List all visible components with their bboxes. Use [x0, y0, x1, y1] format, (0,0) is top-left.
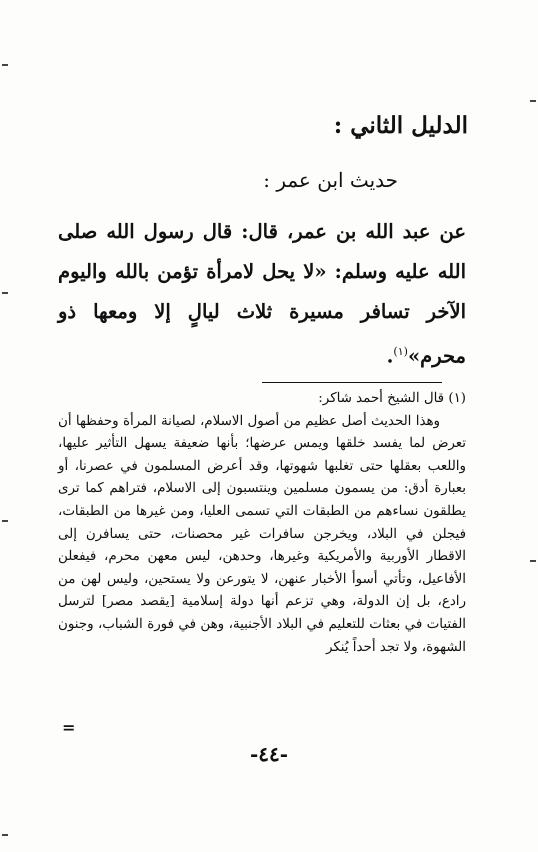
section-heading: الدليل الثاني : — [333, 112, 468, 139]
footnote — [58, 388, 466, 659]
continuation-mark: = — [62, 718, 76, 737]
footnote-header — [58, 388, 466, 411]
page-number: -٤٤- — [249, 742, 289, 766]
footnote-text-part1: وهذا الحديث أصل عظيم من أصول الاسلام، لصيانة المرأة وحفظها أن تعرض لما يفسد خلقها ويمس عرضها؛ بأنها ضعيفة يسهل التأثير عليها، واللعب بعقلها حتى تغلبها شهوتها، وقد أعرض المسلمون في عصرنا، أو بعبارة أدق: من يسمون مسلمين وينتسبون إلى الاسلام، فتراهم كما ترى يطلقون نساءهم من الطبقات التي تسمى العليا، ومن غيرها من الطبقات، فيجلن في البلاد، ويخرجن سافرات غير محصنات، حتى يسافرن إلى الاقطار الأوربية والأمريكية وغيرها، وحدهن، ليس معهن محرم، فيفعلن الأفاعيل، وتأتي أسوأ الأخبار عنهن، لا يتورعن ولا يستحين، وليس لهن من رادع، بل إن الدولة، وهي تزعم أنها دولة إسلامية — [58, 413, 466, 610]
scan-edge-mark — [530, 100, 536, 102]
footnote-body — [58, 411, 466, 660]
footnote-attribution: قال الشيخ أحمد شاكر: — [318, 391, 445, 406]
scan-edge-mark — [2, 64, 8, 66]
paragraph-end: . — [386, 344, 394, 368]
footnote-editor-note: [يقصد مصر] — [101, 594, 175, 610]
footnote-reference: (١) — [393, 345, 408, 358]
hadith-text: عن عبد الله بن عمر، قال: قال رسول الله صلى الله عليه وسلم: «لا يحل لامرأة تؤمن بالله واليوم الآخر تسافر مسيرة ثلاث ليالٍ إلا ومعها ذو محرم» — [58, 220, 466, 368]
footnote-text-part2: لترسل الفتيات في بعثات للتعليم في البلاد الأجنبية، وهن في فورة الشباب، وجنون الشهوة، ولا تجد أحداً يُنكر — [58, 594, 466, 655]
scan-edge-mark — [2, 292, 8, 294]
footnote-number: (١) — [448, 391, 466, 406]
scan-edge-mark — [530, 560, 536, 562]
hadith-title: حديث ابن عمر : — [263, 168, 398, 192]
hadith-paragraph — [58, 212, 466, 377]
scan-edge-mark — [2, 520, 8, 522]
scan-edge-mark — [2, 834, 8, 836]
footnote-divider — [262, 382, 442, 383]
